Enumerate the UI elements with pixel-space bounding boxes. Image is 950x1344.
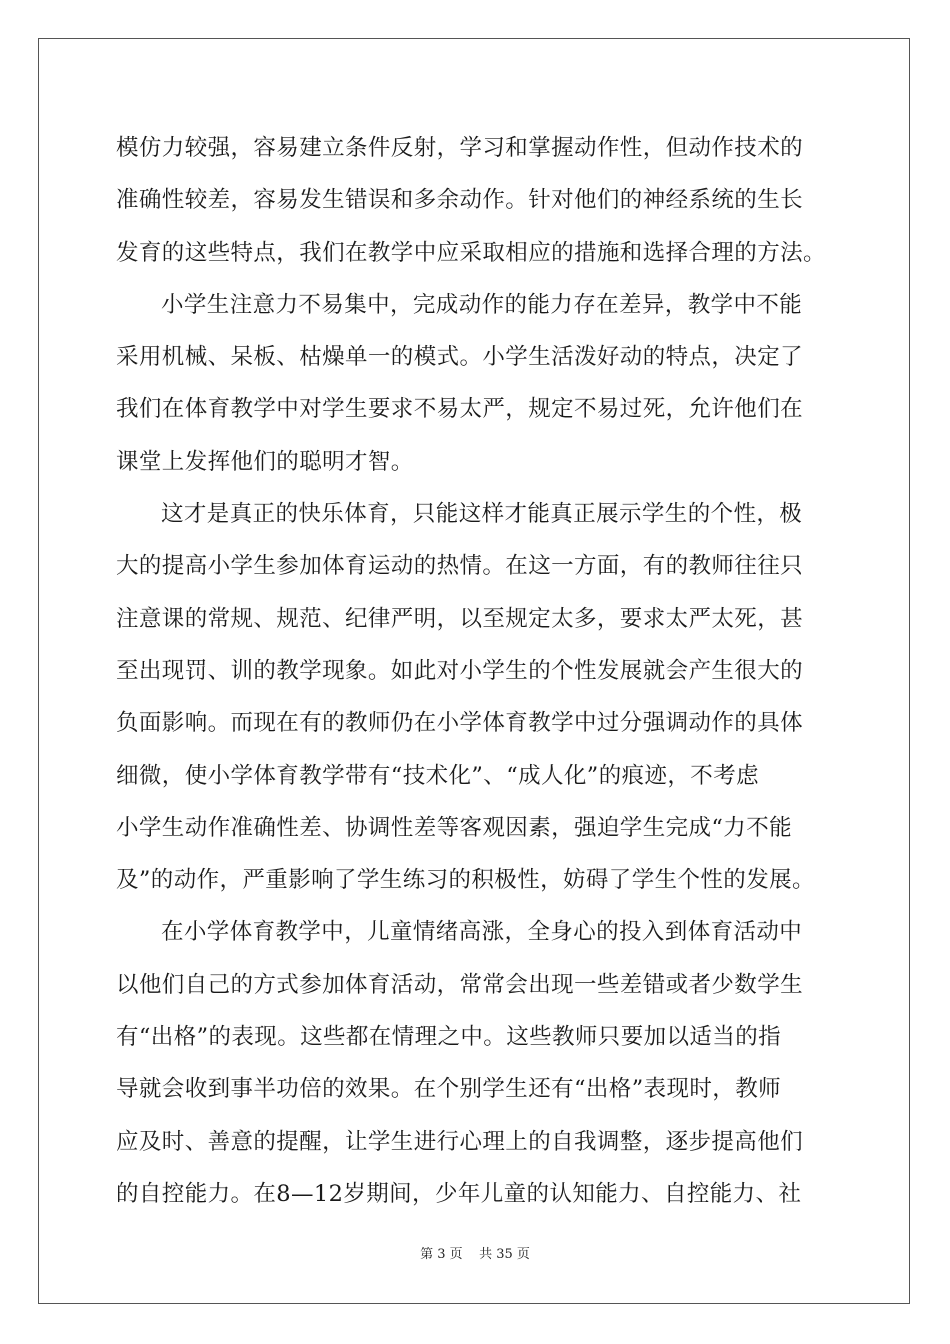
text-line: 在小学体育教学中，儿童情绪高涨，全身心的投入到体育活动中 [161,919,803,946]
text-line: 以他们自己的方式参加体育活动，常常会出现一些差错或者少数学生 [116,971,804,998]
text-line: 大的提高小学生参加体育运动的热情。在这一方面，有的教师往往只 [116,553,804,580]
text-line: 小学生动作准确性差、协调性差等客观因素，强迫学生完成“力不能 [116,814,793,841]
paragraph-3 [116,488,836,906]
text-line: 这才是真正的快乐体育，只能这样才能真正展示学生的个性，极 [161,501,803,528]
page-number-footer: 第 3 页 共 35 页 [420,1247,530,1262]
paragraph-1 [116,122,836,279]
text-line: 导就会收到事半功倍的效果。在个别学生还有“出格”表现时，教师 [116,1076,782,1103]
text-line: 我们在体育教学中对学生要求不易太严，规定不易过死，允许他们在 [116,396,804,423]
text-line: 的自控能力。在8—12岁期间，少年儿童的认知能力、自控能力、社 [116,1180,802,1207]
text-line: 发育的这些特点，我们在教学中应采取相应的措施和选择合理的方法。 [116,239,826,266]
text-line: 注意课的常规、规范、纪律严明，以至规定太多，要求太严太死，甚 [116,605,804,632]
text-line: 准确性较差，容易发生错误和多余动作。针对他们的神经系统的生长 [116,187,804,214]
text-line: 采用机械、呆板、枯燥单一的模式。小学生活泼好动的特点，决定了 [116,344,804,371]
text-line: 应及时、善意的提醒，让学生进行心理上的自我调整，逐步提高他们 [116,1128,804,1155]
text-line: 模仿力较强，容易建立条件反射，学习和掌握动作性，但动作技术的 [116,135,804,161]
paragraph-2 [116,279,836,488]
text-line: 至出现罚、训的教学现象。如此对小学生的个性发展就会产生很大的 [116,657,804,684]
document-body [116,122,836,1220]
text-line: 有“出格”的表现。这些都在情理之中。这些教师只要加以适当的指 [116,1024,782,1051]
paragraph-4 [116,906,836,1220]
text-line: 小学生注意力不易集中，完成动作的能力存在差异，教学中不能 [161,291,803,318]
text-line: 细微，使小学体育教学带有“技术化”、“成人化”的痕迹，不考虑 [116,762,760,789]
text-line: 及”的动作，严重影响了学生练习的积极性，妨碍了学生个性的发展。 [116,867,815,894]
text-line: 课堂上发挥他们的聪明才智。 [116,448,414,475]
text-line: 负面影响。而现在有的教师仍在小学体育教学中过分强调动作的具体 [116,710,804,737]
